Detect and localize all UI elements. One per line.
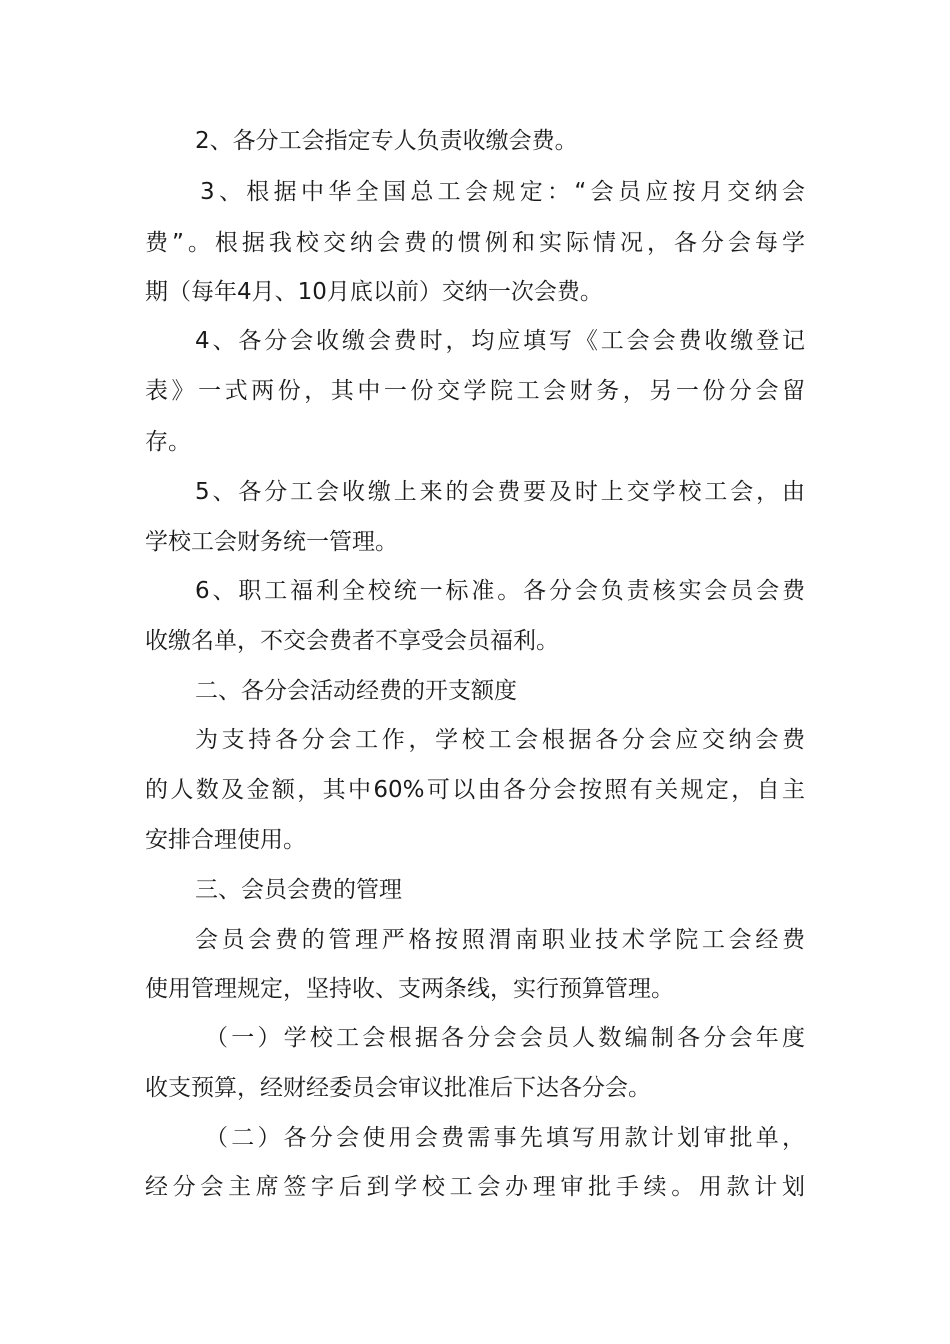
line-6: 表》一式两份，其中一份交学院工会财务，另一份分会留: [145, 378, 805, 404]
line-10: 6、职工福利全校统一标准。各分会负责核实会员会费: [195, 578, 805, 604]
line-3: 费”。根据我校交纳会费的惯例和实际情况，各分会每学: [145, 230, 805, 256]
line-15: 安排合理使用。: [145, 827, 306, 853]
line-21: （二）各分会使用会费需事先填写用款计划审批单，: [205, 1125, 805, 1151]
line-2: 3、根据中华全国总工会规定：“会员应按月交纳会: [200, 179, 805, 205]
line-13: 为支持各分会工作，学校工会根据各分会应交纳会费: [195, 727, 805, 753]
line-22: 经分会主席签字后到学校工会办理审批手续。用款计划: [145, 1174, 805, 1200]
line-11: 收缴名单，不交会费者不享受会员福利。: [145, 628, 559, 654]
section-heading-2: 二、各分会活动经费的开支额度: [195, 678, 517, 704]
line-1: 2、各分工会指定专人负责收缴会费。: [195, 128, 578, 154]
line-20: 收支预算，经财经委员会审议批准后下达各分会。: [145, 1075, 651, 1101]
line-4: 期（每年4月、10月底以前）交纳一次会费。: [145, 279, 603, 305]
section-heading-3: 三、会员会费的管理: [195, 877, 402, 903]
line-14: 的人数及金额，其中60%可以由各分会按照有关规定，自主: [145, 777, 805, 803]
line-17: 会员会费的管理严格按照渭南职业技术学院工会经费: [195, 927, 805, 953]
line-18: 使用管理规定，坚持收、支两条线，实行预算管理。: [145, 976, 674, 1002]
line-19: （一）学校工会根据各分会会员人数编制各分会年度: [205, 1025, 805, 1051]
line-8: 5、各分工会收缴上来的会费要及时上交学校工会，由: [195, 479, 805, 505]
line-5: 4、各分会收缴会费时，均应填写《工会会费收缴登记: [195, 328, 805, 354]
line-7: 存。: [145, 429, 191, 455]
line-9: 学校工会财务统一管理。: [145, 529, 398, 555]
